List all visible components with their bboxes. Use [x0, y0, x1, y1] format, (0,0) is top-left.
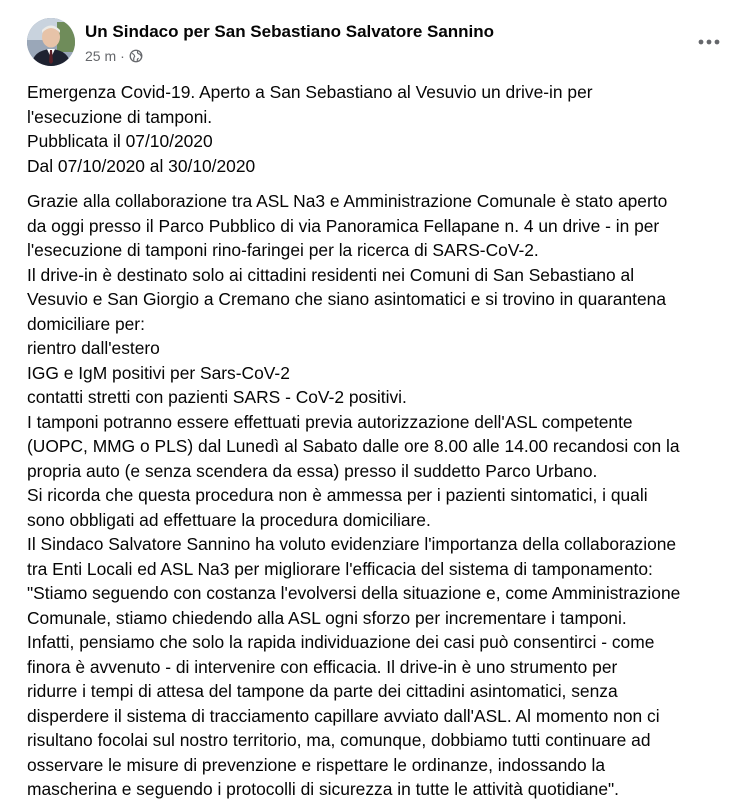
body-line: l'esecuzione di tamponi rino-faringei per la ricerca di SARS-CoV-2. [27, 240, 539, 260]
body-line: domiciliare per: [27, 313, 145, 334]
body-line: Si ricorda che questa procedura non è ammessa per i pazienti sintomatici, i quali [27, 485, 648, 505]
intro-line: Emergenza Covid-19. Aperto a San Sebastiano al Vesuvio un drive-in per [27, 82, 593, 102]
more-options-icon [698, 39, 720, 45]
body-line: ridurre i tempi di attesa del tampone da parte dei cittadini asintomatici, senza [27, 681, 618, 701]
body-line: osservare le misure di prevenzione e rispettare le ordinanze, indossando la [27, 754, 606, 775]
more-options-button[interactable] [691, 24, 727, 60]
post-intro [27, 80, 727, 178]
intro-line: l'esecuzione di tamponi. [27, 106, 213, 127]
body-line: risultano focolai sul nostro territorio, ma, comunque, dobbiamo tutti continuare ad [27, 730, 651, 750]
body-line: tra Enti Locali ed ASL Na3 per migliorare l'efficacia del sistema di tamponamento: [27, 558, 653, 579]
avatar-image [27, 18, 75, 66]
globe-icon [129, 49, 143, 63]
body-line: sono obbligati ad effettuare la procedura domiciliare. [27, 509, 431, 530]
body-line: da oggi presso il Parco Pubblico di via Panoramica Fellapane n. 4 un drive - in per [27, 215, 660, 236]
body-line: Vesuvio e San Giorgio a Cremano che siano asintomatici e si trovino in quarantena [27, 289, 666, 309]
post-timestamp[interactable]: 25 m [85, 48, 117, 64]
intro-line: Dal 07/10/2020 al 30/10/2020 [27, 155, 256, 176]
body-line: finora è avvenuto - di intervenire con efficacia. Il drive-in è uno strumento per [27, 656, 618, 677]
body-line: contatti stretti con pazienti SARS - CoV-2 positivi. [27, 387, 407, 407]
post-header [27, 18, 727, 74]
body-line: disperdere il sistema di tracciamento capillare avviato dall'ASL. Al momento non ci [27, 705, 660, 726]
intro-line: Pubblicata il 07/10/2020 [27, 131, 213, 151]
body-line: I tamponi potranno essere effettuati previa autorizzazione dell'ASL competente [27, 411, 633, 432]
body-line: Infatti, pensiamo che solo la rapida individuazione dei casi può consentirci - come [27, 632, 655, 652]
post-meta [85, 48, 143, 64]
post-content [27, 80, 727, 802]
body-line: Il Sindaco Salvatore Sannino ha voluto evidenziare l'importanza della collaborazione [27, 534, 677, 554]
body-line: Comunale, stiamo chiedendo alla ASL ogni sforzo per incrementare i tamponi. [27, 607, 627, 628]
author-name[interactable]: Un Sindaco per San Sebastiano Salvatore Sannino [85, 22, 495, 41]
body-line: "Stiamo seguendo con costanza l'evolversi della situazione e, come Amministrazione [27, 583, 681, 603]
body-line: Il drive-in è destinato solo ai cittadini residenti nei Comuni di San Sebastiano al [27, 264, 635, 285]
body-line: propria auto (e senza scendera da essa) presso il suddetto Parco Urbano. [27, 460, 598, 481]
avatar[interactable] [27, 18, 75, 66]
body-line: Grazie alla collaborazione tra ASL Na3 e Amministrazione Comunale è stato aperto [27, 191, 668, 211]
post-body [27, 189, 727, 802]
body-line: IGG e IgM positivi per Sars-CoV-2 [27, 362, 290, 383]
meta-separator: · [120, 48, 125, 64]
body-line: rientro dall'estero [27, 338, 160, 358]
body-line: (UOPC, MMG o PLS) dal Lunedì al Sabato dalle ore 8.00 alle 14.00 recandosi con la [27, 436, 680, 456]
body-line: mascherina e seguendo i protocolli di sicurezza in tutte le attività quotidiane". [27, 779, 619, 799]
